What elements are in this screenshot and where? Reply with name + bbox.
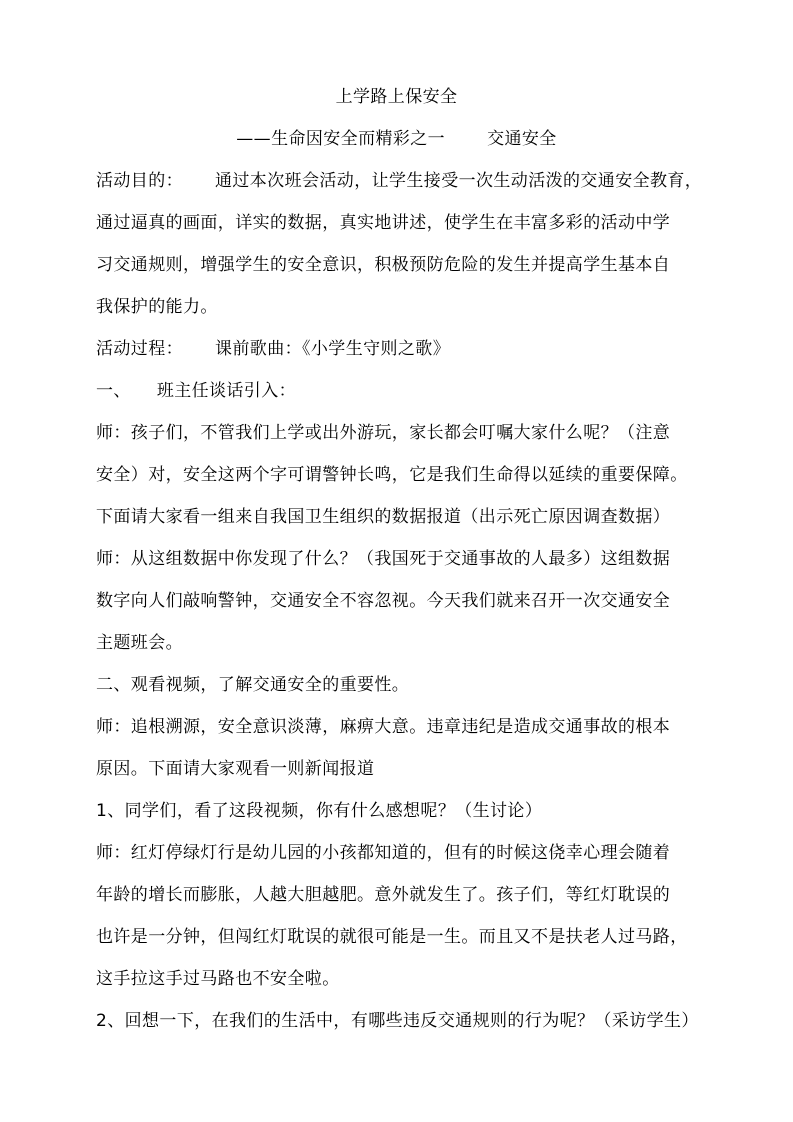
paragraph-line: 主题班会。	[96, 633, 183, 653]
section-heading: 二、观看视频，了解交通安全的重要性。	[96, 675, 410, 695]
purpose-text: 通过本次班会活动，让学生接受一次生动活泼的交通安全教育，	[215, 171, 703, 191]
section-number: 一、	[96, 381, 131, 401]
purpose-label: 活动目的：	[96, 171, 183, 191]
paragraph-line: 师：追根溯源，安全意识淡薄，麻痹大意。违章违纪是造成交通事故的根本	[96, 717, 671, 737]
paragraph-line: 2、回想一下，在我们的生活中，有哪些违反交通规则的行为呢？（采访学生）	[96, 1011, 699, 1031]
paragraph-line: 下面请大家看一组来自我国卫生组织的数据报道（出示死亡原因调查数据）	[96, 507, 671, 527]
section-heading	[96, 379, 296, 403]
paragraph-line: 原因。下面请大家观看一则新闻报道	[96, 759, 375, 779]
paragraph-line: 我保护的能力。	[96, 297, 218, 317]
document-title: 上学路上保安全	[335, 87, 458, 107]
paragraph-line: 师：红灯停绿灯行是幼儿园的小孩都知道的，但有的时候这侥幸心理会随着	[96, 843, 671, 863]
paragraph-line: 师：从这组数据中你发现了什么？（我国死于交通事故的人最多）这组数据	[96, 549, 671, 569]
process-text: 课前歌曲：《小学生守则之歌》	[215, 339, 451, 359]
document-subtitle	[0, 127, 793, 151]
paragraph-line: 1、同学们，看了这段视频，你有什么感想呢？（生讨论）	[96, 801, 543, 821]
subtitle-topic: 交通安全	[487, 129, 557, 149]
section-title: 班主任谈话引入：	[156, 381, 297, 401]
paragraph-line: 年龄的增长而膨胀，人越大胆越肥。意外就发生了。孩子们，等红灯耽误的	[96, 885, 671, 905]
process-line	[96, 337, 450, 361]
process-label: 活动过程：	[96, 339, 183, 359]
paragraph-line: 通过逼真的画面，详实的数据，真实地讲述，使学生在丰富多彩的活动中学	[96, 213, 671, 233]
paragraph-line: 习交通规则，增强学生的安全意识，积极预防危险的发生并提高学生基本自	[96, 255, 671, 275]
paragraph-line: 安全）对，安全这两个字可谓警钟长鸣，它是我们生命得以延续的重要保障。	[96, 465, 688, 485]
paragraph-line: 数字向人们敲响警钟，交通安全不容忽视。今天我们就来召开一次交通安全	[96, 591, 671, 611]
paragraph-line: 师：孩子们，不管我们上学或出外游玩，家长都会叮嘱大家什么呢？（注意	[96, 423, 671, 443]
purpose-line	[96, 169, 702, 193]
paragraph-line: 这手拉这手过马路也不安全啦。	[96, 969, 340, 989]
paragraph-line: 也许是一分钟，但闯红灯耽误的就很可能是一生。而且又不是扶老人过马路，	[96, 927, 688, 947]
subtitle-series: ——生命因安全而精彩之一	[236, 129, 446, 149]
